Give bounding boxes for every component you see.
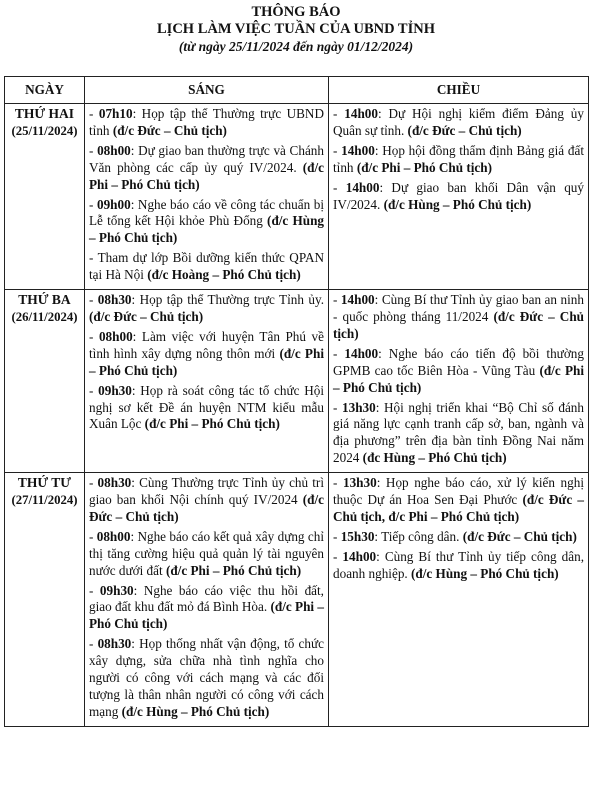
table-row xyxy=(5,290,589,473)
schedule-entry xyxy=(333,346,584,397)
entry-person: (đ/c Phi – Phó Chủ tịch) xyxy=(333,362,585,395)
entry-person: (đ/c Hùng – Phó Chủ tịch) xyxy=(383,196,532,212)
entry-bullet: - xyxy=(89,475,98,491)
day-name: THỨ HAI xyxy=(14,106,75,121)
entry-text: : Nghe báo cáo về công tác chuẩn bị Lễ tổng kết Hội khỏe Phù Đổng xyxy=(89,196,324,229)
entry-text: : Họp rà soát công tác tổ chức Hội nghị sơ kết Đề án huyện NTM kiểu mẫu Xuân Lộc xyxy=(89,382,324,432)
notice-title: THÔNG BÁO xyxy=(251,4,341,20)
entry-time: 14h00 xyxy=(340,292,375,308)
entry-time: 09h30 xyxy=(98,382,132,398)
entry-time: 08h30 xyxy=(97,292,132,308)
entry-time: 15h30 xyxy=(340,528,375,544)
entry-bullet: - xyxy=(333,142,342,158)
column-header-day: NGÀY xyxy=(5,77,85,104)
schedule-entry xyxy=(333,143,584,177)
entry-person: (đ/c Hùng – Phó Chủ tịch) xyxy=(411,565,559,581)
afternoon-cell xyxy=(329,104,589,290)
column-header-afternoon: CHIỀU xyxy=(329,77,589,104)
entry-bullet: - xyxy=(89,142,98,158)
entry-person: (đ/c Đức – Chủ tịch) xyxy=(333,308,584,341)
entry-bullet: - xyxy=(333,399,342,415)
schedule-entry xyxy=(89,106,324,140)
entry-time: 13h30 xyxy=(342,399,376,415)
day-cell xyxy=(5,104,85,290)
date-range: (từ ngày 25/11/2024 đến ngày 01/12/2024) xyxy=(178,39,414,54)
table-header-row xyxy=(5,77,589,104)
entry-time: 08h30 xyxy=(97,475,132,491)
schedule-title: LỊCH LÀM VIỆC TUẦN CỦA UBND TỈNH xyxy=(157,21,435,37)
schedule-entry xyxy=(333,475,584,526)
schedule-entry xyxy=(89,329,324,380)
entry-bullet: - xyxy=(333,292,341,308)
entry-time: 09h30 xyxy=(99,582,134,598)
entry-person: (đ/c Đức – Chủ tịch) xyxy=(112,122,227,138)
schedule-entry xyxy=(89,636,324,721)
entry-person: (đ/c Đức – Chủ tịch) xyxy=(89,308,204,324)
entry-person: (đ/c Đức – Chủ tịch) xyxy=(407,122,522,138)
entry-person: (đ/c Đức – Chủ tịch, đ/c Phi – Phó Chủ tịch) xyxy=(333,492,584,524)
entry-text: : Họp thống nhất vận động, tổ chức xây dựng, sửa chữa nhà tình nghĩa cho người có công với cách mạng và các đối tượng là thân nhân người có công với cách mạng xyxy=(89,636,324,719)
entry-person: (đ/c Phi – Phó Chủ tịch) xyxy=(89,159,324,192)
entry-bullet: - xyxy=(89,250,98,266)
entry-person: (đ/c Phi – Phó Chủ tịch) xyxy=(356,159,492,175)
entry-text: Tham dự lớp Bồi dưỡng kiến thức QPAN tại Hà Nội xyxy=(89,250,324,283)
entry-person: (đ/c Phi – Phó Chủ tịch) xyxy=(165,562,302,578)
entry-text: : Làm việc với huyện Tân Phú về tình hình xây dựng nông thôn mới xyxy=(89,328,324,361)
entry-bullet: - xyxy=(89,582,100,598)
entry-text: : Họp hội đồng thẩm định Bảng giá đất tỉnh xyxy=(333,142,584,175)
day-date: (25/11/2024) xyxy=(11,123,78,138)
entry-text: : Nghe báo cáo việc thu hồi đất, giao đất khu đất mỏ đá Bình Hòa. xyxy=(89,582,324,615)
entry-bullet: - xyxy=(333,475,343,491)
entry-person: (đ/c Phi – Phó Chủ tịch) xyxy=(144,416,280,432)
entry-time: 07h10 xyxy=(98,106,133,121)
entry-bullet: - xyxy=(89,382,99,398)
day-date: (26/11/2024) xyxy=(11,309,78,324)
entry-text: : Họp tập thể Thường trực Tỉnh ủy. xyxy=(131,292,324,308)
entry-person: (đ/c Phi – Phó Chủ tịch) xyxy=(89,599,325,632)
entry-time: 14h00 xyxy=(344,106,378,121)
entry-text: : Nghe báo cáo kết quả xây dựng chỉ thị tăng cường hiệu quả quản lý tài nguyên nước dưới đất xyxy=(89,528,324,578)
schedule-entry xyxy=(89,250,324,284)
schedule-entry xyxy=(89,143,324,194)
schedule-entry xyxy=(333,529,584,546)
schedule-entry xyxy=(89,292,324,326)
day-cell xyxy=(5,473,85,727)
entry-bullet: - xyxy=(333,179,346,195)
schedule-entry xyxy=(333,180,584,214)
entry-bullet: - xyxy=(89,292,98,308)
entry-time: 14h00 xyxy=(345,179,380,195)
entry-bullet: - xyxy=(333,548,343,564)
entry-text: : Cùng Bí thư Tỉnh ủy tiếp công dân, doanh nghiệp. xyxy=(333,548,584,581)
table-row xyxy=(5,473,589,727)
entry-person: (đ/c Phi – Phó Chủ tịch) xyxy=(89,345,324,378)
schedule-entry xyxy=(89,583,324,634)
entry-person: (đc Hùng – Phó Chủ tịch) xyxy=(362,450,507,466)
entry-bullet: - xyxy=(89,328,99,344)
entry-text: : Nghe báo cáo tiến độ bồi thường GPMB cao tốc Biên Hòa - Vũng Tàu xyxy=(333,345,584,378)
schedule-entry xyxy=(333,106,584,140)
entry-time: 14h00 xyxy=(342,548,377,564)
entry-text: : Dự Hội nghị kiểm điểm Đảng ủy Quân sự tỉnh. xyxy=(333,106,584,138)
entry-bullet: - xyxy=(89,106,99,121)
entry-text: : Cùng Bí thư Tỉnh ủy giao ban an ninh - quốc phòng tháng 11/2024 xyxy=(333,292,584,324)
entry-text: : Họp tập thể Thường trực UBND tỉnh xyxy=(89,106,324,138)
morning-cell xyxy=(85,290,329,473)
entry-time: 08h00 xyxy=(96,528,131,544)
column-header-morning: SÁNG xyxy=(85,77,329,104)
morning-cell xyxy=(85,104,329,290)
schedule-entry xyxy=(333,400,584,468)
entry-text: : Dự giao ban thường trực và Chánh Văn phòng các cấp ủy quý IV/2024. xyxy=(89,142,324,175)
schedule-entry xyxy=(89,529,324,580)
schedule-entry xyxy=(89,197,324,248)
morning-cell xyxy=(85,473,329,727)
entry-time: 14h00 xyxy=(341,142,375,158)
entry-bullet: - xyxy=(89,636,98,652)
afternoon-cell xyxy=(329,290,589,473)
day-name: THỨ BA xyxy=(18,292,71,308)
schedule-entry xyxy=(89,383,324,434)
day-date: (27/11/2024) xyxy=(11,493,78,508)
entry-person: (đ/c Hoàng – Phó Chủ tịch) xyxy=(147,267,301,283)
entry-text: : Tiếp công dân. xyxy=(374,528,463,544)
entry-time: 13h30 xyxy=(342,475,377,491)
entry-time: 14h00 xyxy=(344,345,379,361)
day-name: THỨ TƯ xyxy=(17,475,72,491)
entry-bullet: - xyxy=(89,196,97,212)
entry-time: 08h00 xyxy=(98,328,133,344)
entry-bullet: - xyxy=(333,528,341,544)
document-header xyxy=(0,4,592,55)
entry-text: : Họp nghe báo cáo, xử lý kiến nghị thuộc Dự án Hoa Sen Đại Phước xyxy=(333,475,584,508)
schedule-entry xyxy=(89,475,324,526)
afternoon-cell xyxy=(329,473,589,727)
table-row xyxy=(5,104,589,290)
entry-person: (đ/c Đức – Chủ tịch) xyxy=(462,528,577,544)
schedule-entry xyxy=(333,292,584,343)
entry-bullet: - xyxy=(89,528,97,544)
entry-time: 09h00 xyxy=(96,196,131,212)
entry-bullet: - xyxy=(333,345,345,361)
entry-text: : Dự giao ban khối Dân vận quý IV/2024. xyxy=(333,179,584,212)
entry-time: 08h30 xyxy=(97,636,132,652)
entry-person: (đ/c Hùng – Phó Chủ tịch) xyxy=(89,213,324,246)
schedule-entry xyxy=(333,549,584,583)
entry-person: (đ/c Đức – Chủ tịch) xyxy=(89,492,324,524)
entry-person: (đ/c Hùng – Phó Chủ tịch) xyxy=(121,703,270,719)
day-cell xyxy=(5,290,85,473)
entry-bullet: - xyxy=(333,106,345,121)
entry-text: : Cùng Thường trực Tỉnh ủy chủ trì giao ban khối Nội chính quý IV/2024 xyxy=(89,475,324,508)
entry-text: : Hội nghị triển khai “Bộ Chỉ số đánh giá năng lực cạnh tranh cấp sở, ban, ngành và địa phương” trên địa bàn tỉnh Đồng Nai năm 2024 xyxy=(333,399,584,466)
schedule-table xyxy=(4,76,589,727)
entry-time: 08h00 xyxy=(97,142,131,158)
